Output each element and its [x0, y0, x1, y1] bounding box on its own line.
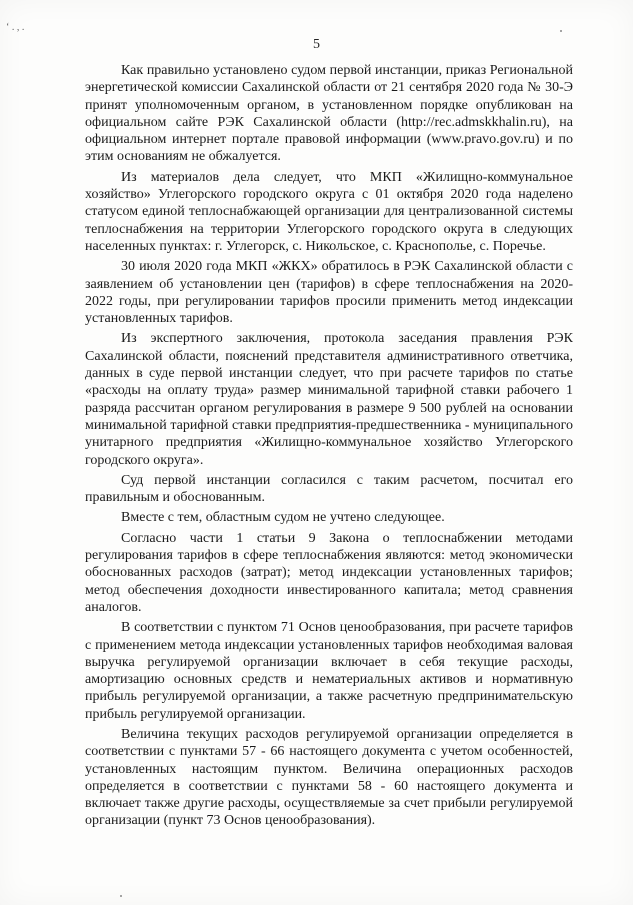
paragraph: Согласно части 1 статьи 9 Закона о теплоснабжении методами регулирования тарифов в сфере теплоснабжения являются: метод экономически обоснованных расходов (затрат); метод индексации установленных тарифов; метод обеспечения доходности инвестированного капитала; метод сравнения аналогов.: [85, 530, 573, 615]
paragraph: Суд первой инстанции согласился с таким расчетом, посчитал его правильным и обоснованным.: [85, 472, 573, 506]
document-body: [85, 62, 573, 833]
paragraph: 30 июля 2020 года МКП «ЖКХ» обратилось в РЭК Сахалинской области с заявлением об установлении цен (тарифов) в сфере теплоснабжения на 2020-2022 годы, при регулировании тарифов просили применить метод индексации установленных тарифов.: [85, 259, 573, 327]
paragraph: Из экспертного заключения, протокола заседания правления РЭК Сахалинской области, пояснений представителя административного ответчика, данных в суде первой инстанции следует, что при расчете тарифов по статье «расходы на оплату труда» размер минимальной тарифной ставки рабочего 1 разряда рассчитан органом регулирования в размере 9 500 рублей на основании минимальной тарифной ставки предприятия-предшественника - муниципального унитарного предприятия «Жилищно-коммунальное хозяйство Углегорского городского округа».: [85, 331, 573, 468]
scan-speck: [120, 895, 122, 897]
paragraph: Из материалов дела следует, что МКП «Жилищно-коммунальное хозяйство» Углегорского городского округа с 01 октября 2020 года наделено статусом единой теплоснабжающей организации для централизованной системы теплоснабжения на территории Углегорского городского округа в следующих населенных пунктах: г. Углегорск, с. Никольское, с. Краснополье, с. Поречье.: [85, 169, 573, 254]
paragraph: В соответствии с пунктом 71 Основ ценообразования, при расчете тарифов с применением метода индексации установленных тарифов необходимая валовая выручка регулируемой организации включает в себя текущие расходы, амортизацию основных средств и нематериальных активов и нормативную прибыль регулируемой организации, а также расчетную предпринимательскую прибыль регулируемой организации.: [85, 620, 573, 722]
paragraph: Как правильно установлено судом первой инстанции, приказ Региональной энергетической комиссии Сахалинской области от 21 сентября 2020 года № 30-Э принят уполномоченным органом, в установленном порядке опубликован на официальном сайте РЭК Сахалинской области (http://rec.admskkhalin.ru), на официальном интернет портале правовой информации (www.pravo.gov.ru) и по этим основаниям не обжалуется.: [85, 63, 573, 165]
page-number: 5: [313, 37, 320, 52]
scan-corner-mark: ‘ . , .: [6, 22, 25, 33]
paragraph: Величина текущих расходов регулируемой организации определяется в соответствии с пунктами 57 - 66 настоящего документа с учетом особенностей, установленных настоящим пунктом. Величина операционных расходов определяется в соответствии с пунктами 58 - 60 настоящего документа и включает также другие расходы, осуществляемые за счет прибыли регулируемой организации (пункт 73 Основ ценообразования).: [85, 726, 573, 829]
scan-speck: [560, 30, 562, 32]
paragraph: Вместе с тем, областным судом не учтено следующее.: [121, 510, 445, 526]
